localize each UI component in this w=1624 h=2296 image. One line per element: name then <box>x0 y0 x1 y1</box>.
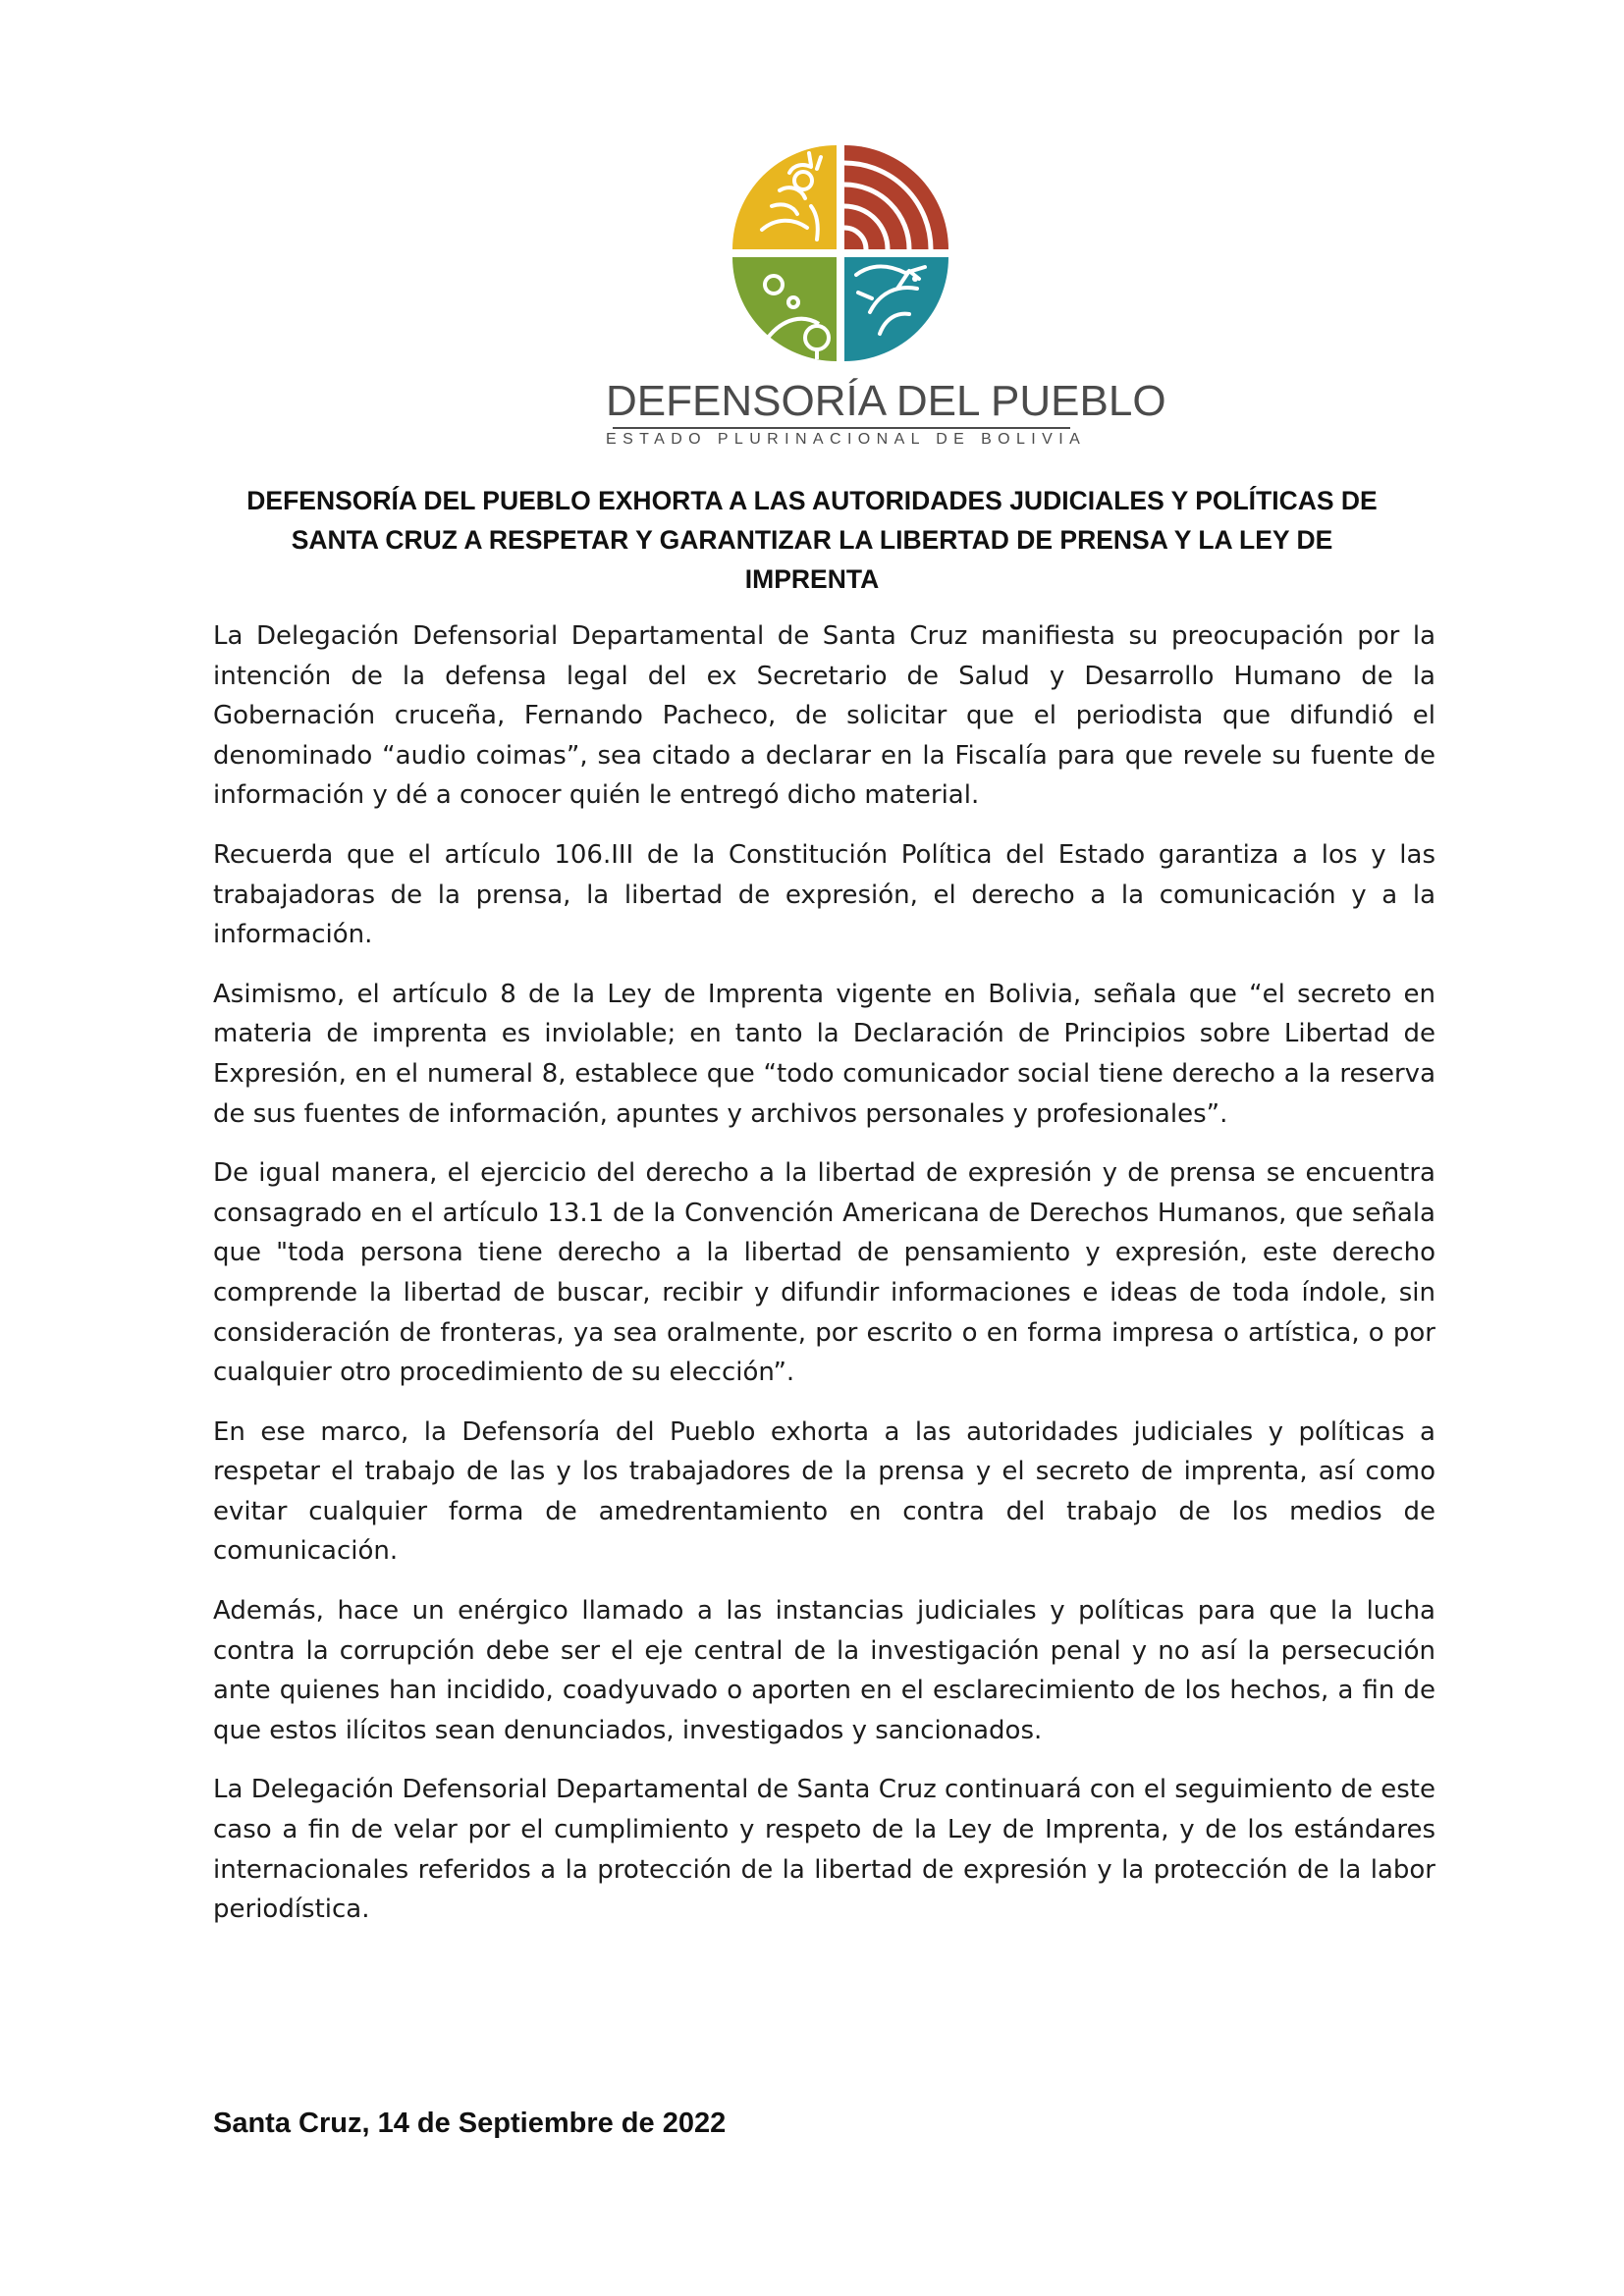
header-logo <box>0 145 1624 459</box>
paragraph-4: De igual manera, el ejercicio del derecho a la libertad de expresión y de prensa se encuentra consagrado en el artículo 13.1 de la Convención Americana de Derechos Humanos, que señala que "toda persona tiene derecho a la libertad de pensamiento y expresión, este derecho comprende la libertad de buscar, recibir y difundir informaciones e ideas de toda índole, sin consideración de fronteras, ya sea oralmente, por escrito o en forma impresa o artística, o por cualquier otro procedimiento de su elección”. <box>213 1158 1435 1388</box>
defensoria-emblem-icon <box>732 145 948 361</box>
press-release-body <box>213 616 1435 1949</box>
org-name: DEFENSORÍA DEL PUEBLO <box>606 377 1166 425</box>
place-and-date: Santa Cruz, 14 de Septiembre de 2022 <box>213 2108 727 2139</box>
paragraph-2: Recuerda que el artículo 106.III de la Constitución Política del Estado garantiza a los y las trabajadoras de la prensa, la libertad de expresión, el derecho a la comunicación y a la información. <box>213 839 1435 950</box>
paragraph-1: La Delegación Defensorial Departamental de Santa Cruz manifiesta su preocupación por la intención de la defensa legal del ex Secretario de Salud y Desarrollo Humano de la Gobernación cruceña, Fernando Pacheco, de solicitar que el periodista que difundió el denominado “audio coimas”, sea citado a declarar en la Fiscalía para que revele su fuente de información y dé a conocer quién le entregó dicho material. <box>213 621 1435 811</box>
paragraph-3: Asimismo, el artículo 8 de la Ley de Imprenta vigente en Bolivia, señala que “el secreto en materia de imprenta es inviolable; en tanto la Declaración de Principios sobre Libertad de Expresión, en el numeral 8, establece que “todo comunicador social tiene derecho a la reserva de sus fuentes de información, apuntes y archivos personales y profesionales”. <box>213 979 1435 1129</box>
paragraph-5: En ese marco, la Defensoría del Pueblo exhorta a las autoridades judiciales y políticas a respetar el trabajo de las y los trabajadores de la prensa y el secreto de imprenta, así como evitar cualquier forma de amedrentamiento en contra del trabajo de los medios de comunicación. <box>213 1416 1435 1567</box>
paragraph-7: La Delegación Defensorial Departamental de Santa Cruz continuará con el seguimiento de este caso a fin de velar por el cumplimiento y respeto de la Ley de Imprenta, y de los estándares internacionales referidos a la protección de la libertad de expresión y la protección de la labor periodística. <box>213 1775 1435 1925</box>
paragraph-6: Además, hace un enérgico llamado a las instancias judiciales y políticas para que la lucha contra la corrupción debe ser el eje central de la investigación penal y no así la persecución ante quienes han incidido, coadyuvado o aporten en el esclarecimiento de los hechos, a fin de que estos ilícitos sean denunciados, investigados y sancionados. <box>213 1596 1435 1745</box>
logo-divider <box>613 427 1070 429</box>
press-release-headline: DEFENSORÍA DEL PUEBLO EXHORTA A LAS AUTORIDADES JUDICIALES Y POLÍTICAS DE SANTA CRUZ A RESPETAR Y GARANTIZAR LA LIBERTAD DE PRENSA Y LA LEY DE IMPRENTA <box>246 486 1378 594</box>
org-subtitle: ESTADO PLURINACIONAL DE BOLIVIA <box>606 431 1087 448</box>
